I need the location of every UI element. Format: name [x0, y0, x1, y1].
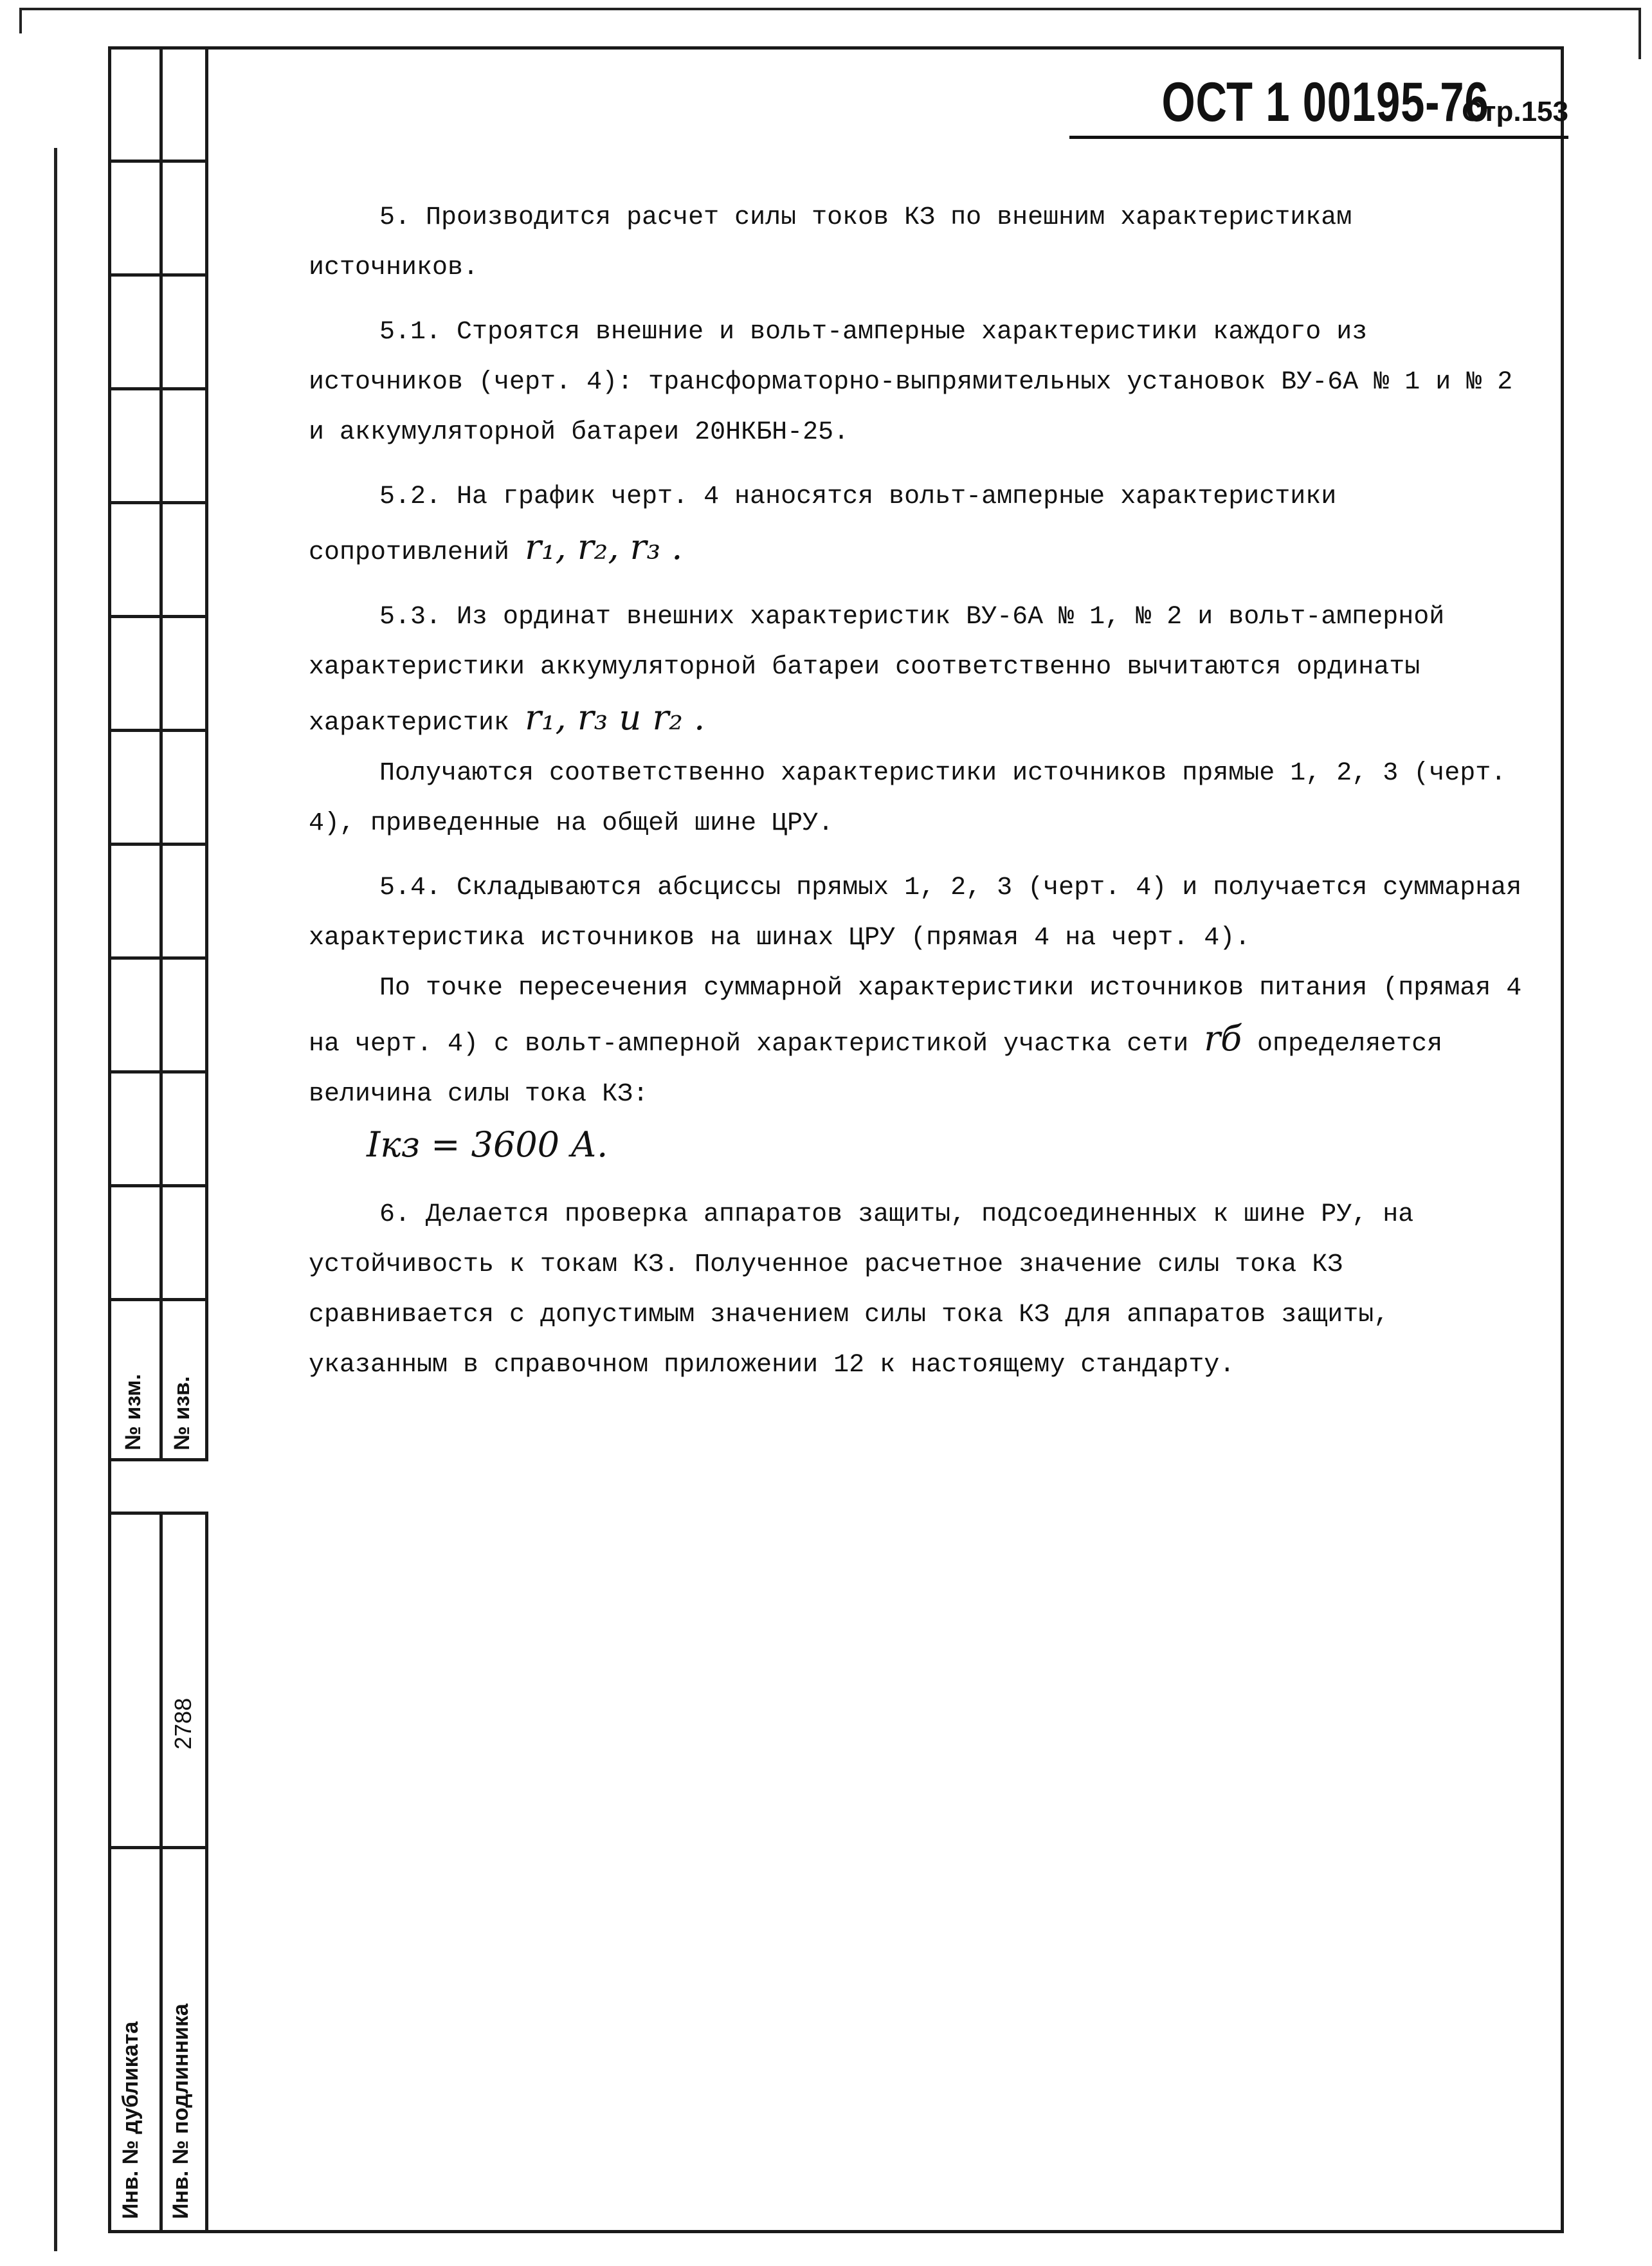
margin-divider-bottom — [159, 1512, 163, 2233]
paragraph-5-2-text: 5.2. На график черт. 4 наносятся вольт-амперные характеристики сопротивлений — [309, 482, 1337, 567]
margin-row-line — [108, 729, 208, 732]
margin-row-line — [108, 1846, 208, 1849]
margin-row-line — [108, 501, 208, 504]
scan-edge-top — [19, 8, 1640, 10]
label-original-inventory: Инв. № подлинника — [168, 2004, 193, 2219]
margin-strip-top — [108, 46, 208, 1461]
paragraph-5-4-result — [309, 964, 1530, 1120]
paragraph-5-2 — [309, 472, 1530, 578]
label-revision-no: № изм. — [121, 1374, 145, 1450]
characteristic-symbols: r₁, r₃ и r₂ . — [525, 697, 705, 738]
paragraph-5: 5. Производится расчет силы токов КЗ по внешним характеристикам источников. — [309, 203, 1352, 282]
formula-ikz: Iкз = 3600 А. — [367, 1124, 608, 1165]
page-number: Стр.153 — [1462, 96, 1568, 127]
scan-edge-side — [54, 148, 57, 2251]
paragraph-6: 6. Делается проверка аппаратов защиты, подсоединенных к шине РУ, на устойчивость к токам КЗ. Полученное расчетное значение силы тока КЗ сравнивается с допустимым значением силы тока КЗ для аппаратов защиты, указанным в справочном приложении 12 к настоящему стандарту. — [309, 1200, 1414, 1380]
inventory-number: 2788 — [170, 1697, 196, 1750]
paragraph-5-4-text-a: По точке пересечения суммарной характеристики источников питания (прямая 4 на черт. 4) с вольт-амперной характеристикой участка сети — [309, 974, 1522, 1059]
margin-row-line — [108, 615, 208, 618]
paragraph-5-1: 5.1. Строятся внешние и вольт-амперные характеристики каждого из источников (черт. 4): трансформаторно-выпрямительных установок ВУ-6А № 1 и № 2 и аккумуляторной батареи 20НКБН-25. — [309, 318, 1513, 447]
paragraph-5-3 — [309, 592, 1530, 749]
margin-row-line — [108, 273, 208, 277]
document-body — [309, 193, 1530, 1391]
paragraph-5-3-text: 5.3. Из ординат внешних характеристик ВУ-6А № 1, № 2 и вольт-амперной характеристики аккумуляторной батареи соответственно вычитаются ординаты характеристик — [309, 603, 1445, 738]
margin-row-line — [108, 1298, 208, 1301]
margin-row-line — [108, 843, 208, 846]
paragraph-5-4: 5.4. Складываются абсциссы прямых 1, 2, 3 (черт. 4) и получается суммарная характеристика источников на шинах ЦРУ (прямая 4 на черт. 4). — [309, 873, 1522, 953]
margin-row-line — [108, 1184, 208, 1187]
margin-divider-top — [159, 46, 163, 1461]
margin-row-line — [108, 387, 208, 390]
label-duplicate-inventory: Инв. № дубликата — [118, 2021, 143, 2219]
paragraph-5-4-text-b: определяется величина силы тока КЗ: — [309, 1030, 1443, 1109]
resistance-symbols: r₁, r₂, r₃ . — [525, 527, 683, 567]
label-notice-no: № изв. — [170, 1376, 194, 1450]
margin-row-line — [108, 160, 208, 163]
paragraph-5-3-result: Получаются соответственно характеристики источников прямые 1, 2, 3 (черт. 4), приведенные на общей шине ЦРУ. — [309, 759, 1507, 838]
short-circuit-current-formula — [309, 1120, 1530, 1176]
network-resistance-symbol: rб — [1204, 1018, 1242, 1059]
page-header — [1069, 71, 1568, 139]
margin-row-line — [108, 1070, 208, 1074]
scan-edge-right — [1638, 8, 1641, 59]
scan-edge-left — [19, 8, 22, 33]
standard-code: ОСТ 1 00195-76 — [1161, 71, 1489, 133]
margin-row-line — [108, 956, 208, 960]
